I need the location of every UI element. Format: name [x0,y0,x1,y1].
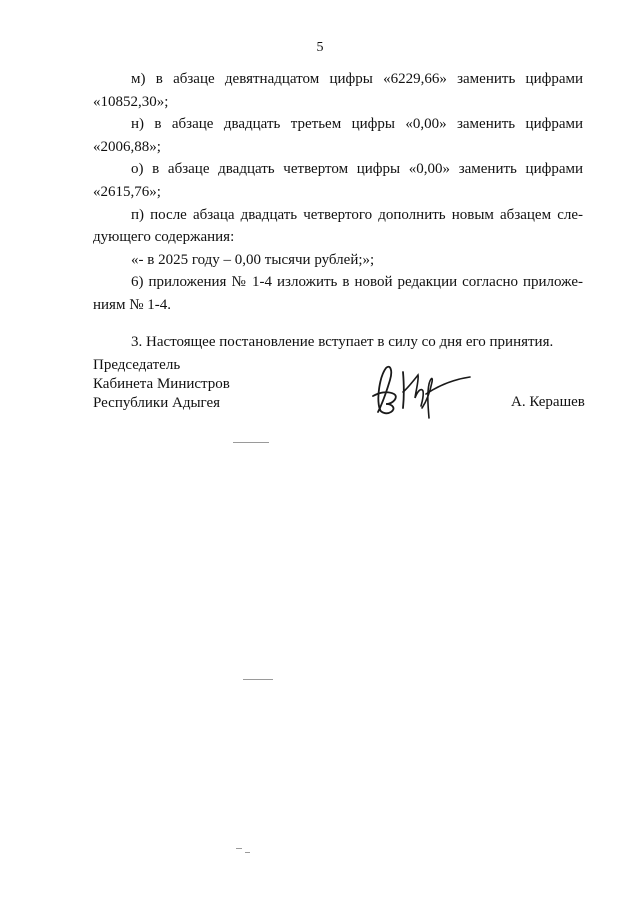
item-6-line-2: ниям № 1-4. [93,296,172,313]
item-m-line-2: «10852,30»; [93,93,169,110]
item-n-line-2: «2006,88»; [93,138,161,155]
handwritten-signature [366,358,476,420]
item-p-line-2: дующего содержания: [93,229,235,246]
item-m-line-1: м) в абзаце девятнадцатом цифры «6229,66» заменить цифрами [131,71,583,87]
signatory-name: А. Керашев [511,394,585,410]
signatory-title-line-3: Республики Адыгея [93,395,221,411]
item-quote-line-1: «- в 2025 году – 0,00 тысячи рублей;»; [131,251,375,268]
scan-speck [245,852,250,853]
item-p-line-1: п) после абзаца двадцать четвертого дополнить новым абзацем сле- [131,206,583,223]
item-6 [93,271,583,316]
scan-speck [233,442,269,443]
scan-speck [243,679,273,680]
clause-3: 3. Настоящее постановление вступает в силу со дня его принятия. [131,333,554,350]
item-n-line-1: н) в абзаце двадцать третьем цифры «0,00» заменить цифрами [131,116,583,133]
scan-speck [236,848,242,849]
item-o-line-1: о) в абзаце двадцать четвертом цифры «0,00» заменить цифрами [131,161,583,178]
item-o-line-2: «2615,76»; [93,183,161,200]
item-quote [93,249,583,272]
item-p [93,204,583,249]
item-n [93,113,583,158]
item-o [93,158,583,203]
signatory-title-line-2: Кабинета Министров [93,376,230,392]
item-6-line-1: 6) приложения № 1-4 изложить в новой редакции согласно приложе- [131,274,583,291]
item-m [93,68,583,113]
page-number: 5 [316,40,324,55]
signatory-title [93,356,230,413]
document-body [93,68,583,353]
signatory-title-line-1: Председатель [93,357,181,373]
